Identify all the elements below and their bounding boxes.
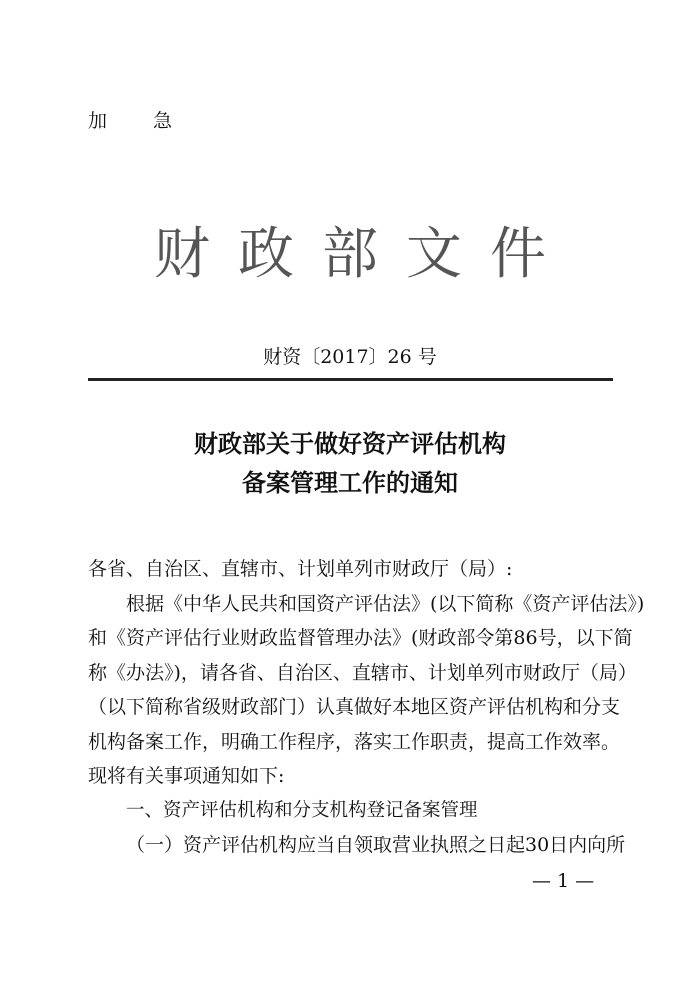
subitem-line: （一）资产评估机构应当自领取营业执照之日起30日内向所 [126,834,626,856]
paragraph-line: （以下简称省级财政部门）认真做好本地区资产评估机构和分支 [88,696,621,718]
paragraph-line: 机构备案工作，明确工作程序，落实工作职责，提高工作效率。 [88,730,621,753]
title-line: 财政部关于做好资产评估机构 [194,429,506,458]
document-body [88,552,645,863]
paragraph-line: 根据《中华人民共和国资产评估法》(以下简称《资产评估法》) [126,592,645,615]
urgency-mark: 加 急 [88,110,193,132]
paragraph-line: 和《资产评估行业财政监督管理办法》(财政部令第86号，以下简 [88,627,633,649]
document-header: 财政部文件 [154,222,574,287]
title-line: 备案管理工作的通知 [242,468,458,497]
paragraph-line: 称《办法》)，请各省、自治区、直辖市、计划单列市财政厅（局） [88,661,637,684]
paragraph-line: 现将有关事项通知如下: [88,765,285,787]
page-number: — 1 — [532,870,595,892]
section-heading: 一、资产评估机构和分支机构登记备案管理 [126,799,478,821]
header-divider [88,378,613,381]
document-title [0,424,700,502]
salutation: 各省、自治区、直辖市、计划单列市财政厅（局）: [88,558,513,580]
document-number: 财资〔2017〕26 号 [263,346,437,368]
